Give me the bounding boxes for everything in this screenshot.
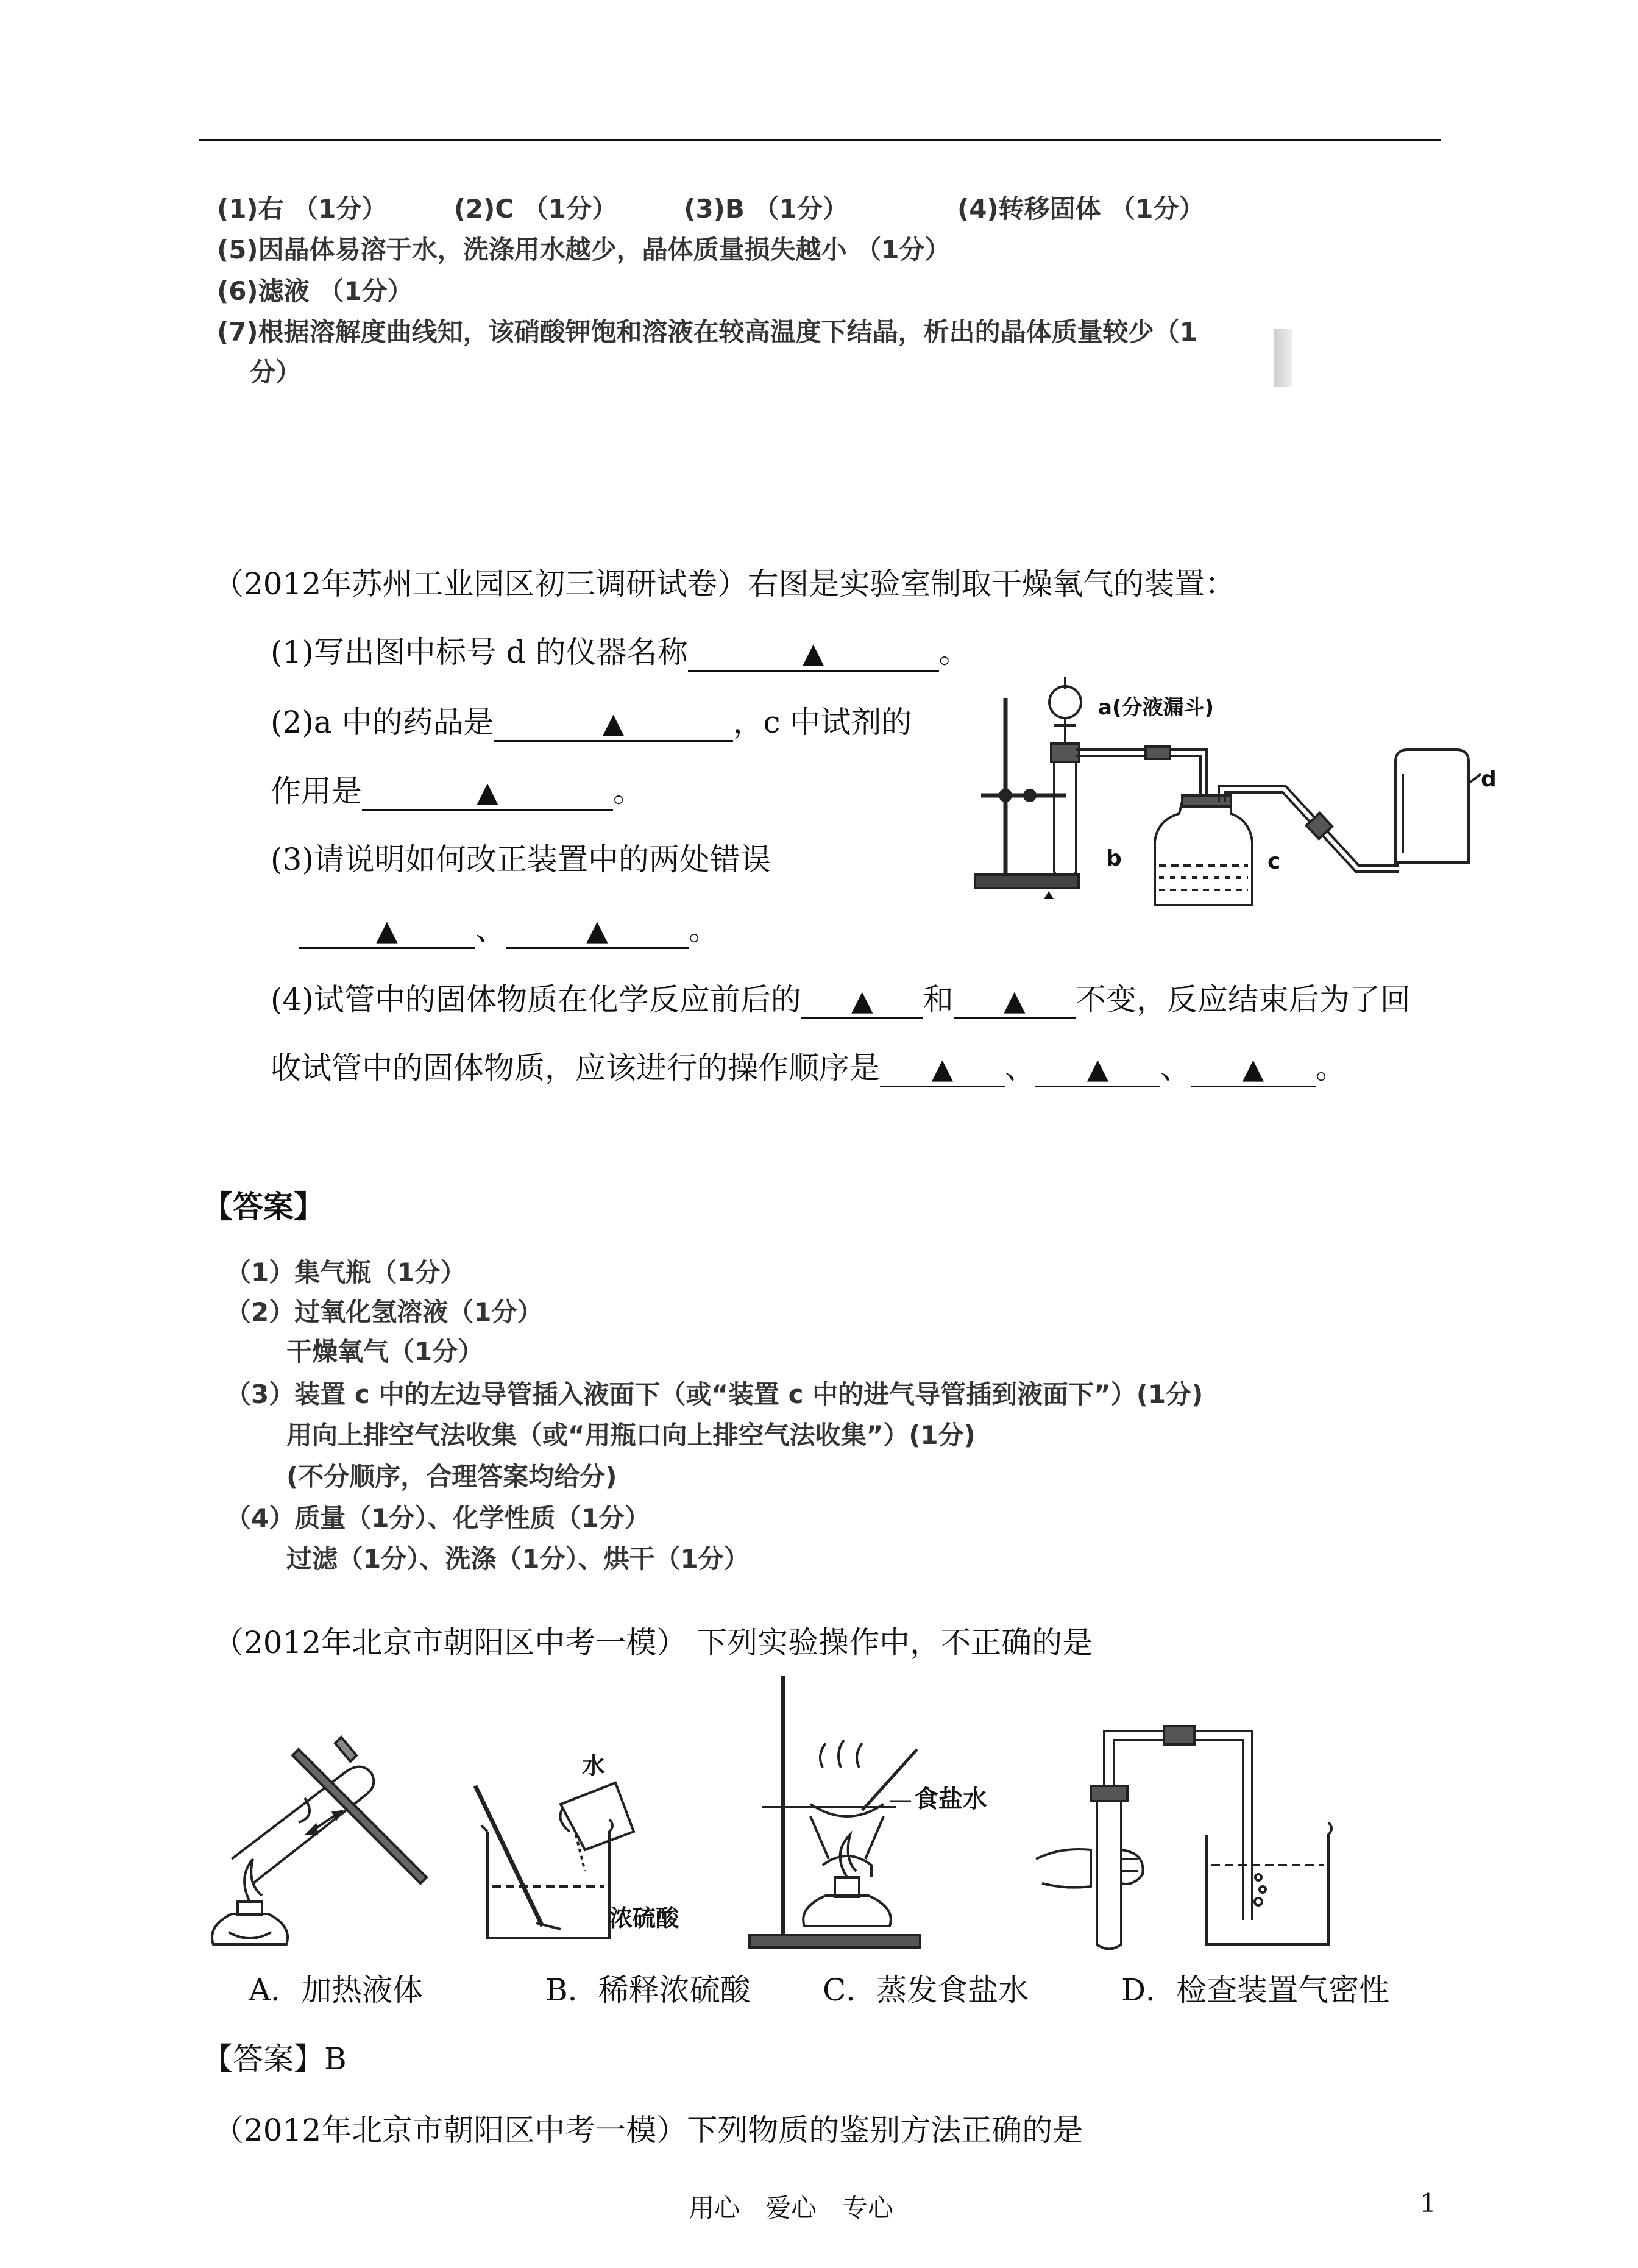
q3-intro: （2012年北京市朝阳区中考一模）下列物质的鉴别方法正确的是 — [213, 2113, 1083, 2148]
answer-blank[interactable]: ▲ — [299, 914, 475, 949]
answer-blank[interactable]: ▲ — [954, 984, 1076, 1019]
q1-part2b: 作用是 ▲ 。 — [271, 767, 644, 811]
oxygen-apparatus-figure — [969, 664, 1497, 920]
option-d: D．检查装置气密性 — [1121, 1972, 1390, 2008]
q2-answer: 【答案】B — [202, 2041, 347, 2077]
answer-blank[interactable]: ▲ — [880, 1053, 1005, 1087]
q1-answer: (不分顺序，合理答案均给分) — [286, 1462, 617, 1491]
q1-answer: （3）装置 c 中的左边导管插入液面下（或“装置 c 中的进气导管插到液面下”）(1分) — [225, 1379, 1204, 1409]
page-number: 1 — [1420, 2188, 1436, 2218]
label-b: b — [1106, 846, 1122, 871]
option-c: C．蒸发食盐水 — [823, 1972, 1029, 2008]
q1-intro: （2012年苏州工业园区初三调研试卷）右图是实验室制取干燥氧气的装置： — [213, 566, 1236, 602]
option-a: A．加热液体 — [249, 1972, 424, 2008]
figure-c-evaporating — [750, 1676, 920, 1947]
option-b: B．稀释浓硫酸 — [545, 1972, 751, 2008]
answer-blank[interactable]: ▲ — [494, 707, 733, 742]
gas-bottle-d — [1395, 750, 1469, 862]
top-answer-line5: 分） — [250, 357, 302, 387]
label-water: 水 — [582, 1752, 606, 1779]
q1-part4b: 收试管中的固体物质，应该进行的操作顺序是 ▲ 、 ▲ 、 ▲ 。 — [271, 1043, 1346, 1087]
q1-answer: （4）质量（1分）、化学性质（1分） — [225, 1503, 650, 1533]
q1-answer: 过滤（1分）、洗涤（1分）、烘干（1分） — [286, 1544, 750, 1574]
answer-blank[interactable]: ▲ — [801, 984, 923, 1019]
figure-a-heating-liquid — [212, 1737, 427, 1944]
scan-artifact — [1274, 329, 1292, 387]
label-a: a(分液漏斗) — [1098, 695, 1214, 720]
test-tube-b — [1054, 753, 1076, 875]
label-c: c — [1268, 849, 1281, 874]
q1-answer: 用向上排空气法收集（或“用瓶口向上排空气法收集”）(1分) — [286, 1420, 976, 1450]
answer-heading: 【答案】 — [202, 1189, 324, 1225]
top-answer-line4: (7)根据溶解度曲线知，该硝酸钾饱和溶液在较高温度下结晶，析出的晶体质量较少（1 — [217, 317, 1197, 347]
answer-blank[interactable]: ▲ — [506, 914, 689, 949]
q1-part4: (4)试管中的固体物质在化学反应前后的 ▲ 和 ▲ 不变，反应结束后为了回 — [271, 975, 1411, 1019]
stand-base — [975, 875, 1079, 888]
q1-answer: （1）集气瓶（1分） — [225, 1257, 466, 1287]
q1-part3: (3)请说明如何改正装置中的两处错误 — [271, 842, 771, 877]
answer-item: (4)转移固体 （1分） — [957, 194, 1205, 224]
q2-intro: （2012年北京市朝阳区中考一模） 下列实验操作中，不正确的是 — [213, 1625, 1093, 1660]
header-rule — [199, 139, 1441, 141]
top-answer-line1 — [217, 189, 1204, 226]
lab-operations-figure — [195, 1676, 1414, 1957]
q1-part1: (1)写出图中标号 d 的仪器名称 ▲ 。 — [271, 628, 970, 672]
q1-answer: 干燥氧气（1分） — [286, 1337, 484, 1367]
footer-motto: 用心 爱心 专心 — [689, 2193, 894, 2223]
top-answer-line2: (5)因晶体易溶于水，洗涤用水越少，晶体质量损失越小 （1分） — [217, 235, 951, 265]
q1-part2: (2)a 中的药品是 ▲ ，c 中试剂的 — [271, 698, 912, 742]
q1-answer: （2）过氧化氢溶液（1分） — [225, 1297, 543, 1327]
separatory-funnel-a — [1049, 686, 1081, 718]
label-salt-water: 食盐水 — [914, 1785, 987, 1813]
label-acid: 浓硫酸 — [609, 1905, 679, 1932]
q1-part3-blanks: ▲ 、 ▲ 。 — [299, 905, 719, 949]
answer-item: (3)B （1分） — [684, 194, 848, 224]
answer-item: (1)右 （1分） — [217, 194, 388, 224]
answer-item: (2)C （1分） — [453, 194, 618, 224]
top-answer-line3: (6)滤液 （1分） — [217, 276, 413, 306]
label-d: d — [1481, 767, 1497, 792]
answer-blank[interactable]: ▲ — [688, 637, 939, 672]
answer-blank[interactable]: ▲ — [1191, 1053, 1316, 1087]
figure-d-airtightness — [1036, 1726, 1331, 1949]
answer-blank[interactable]: ▲ — [1035, 1053, 1160, 1087]
answer-blank[interactable]: ▲ — [362, 776, 613, 811]
